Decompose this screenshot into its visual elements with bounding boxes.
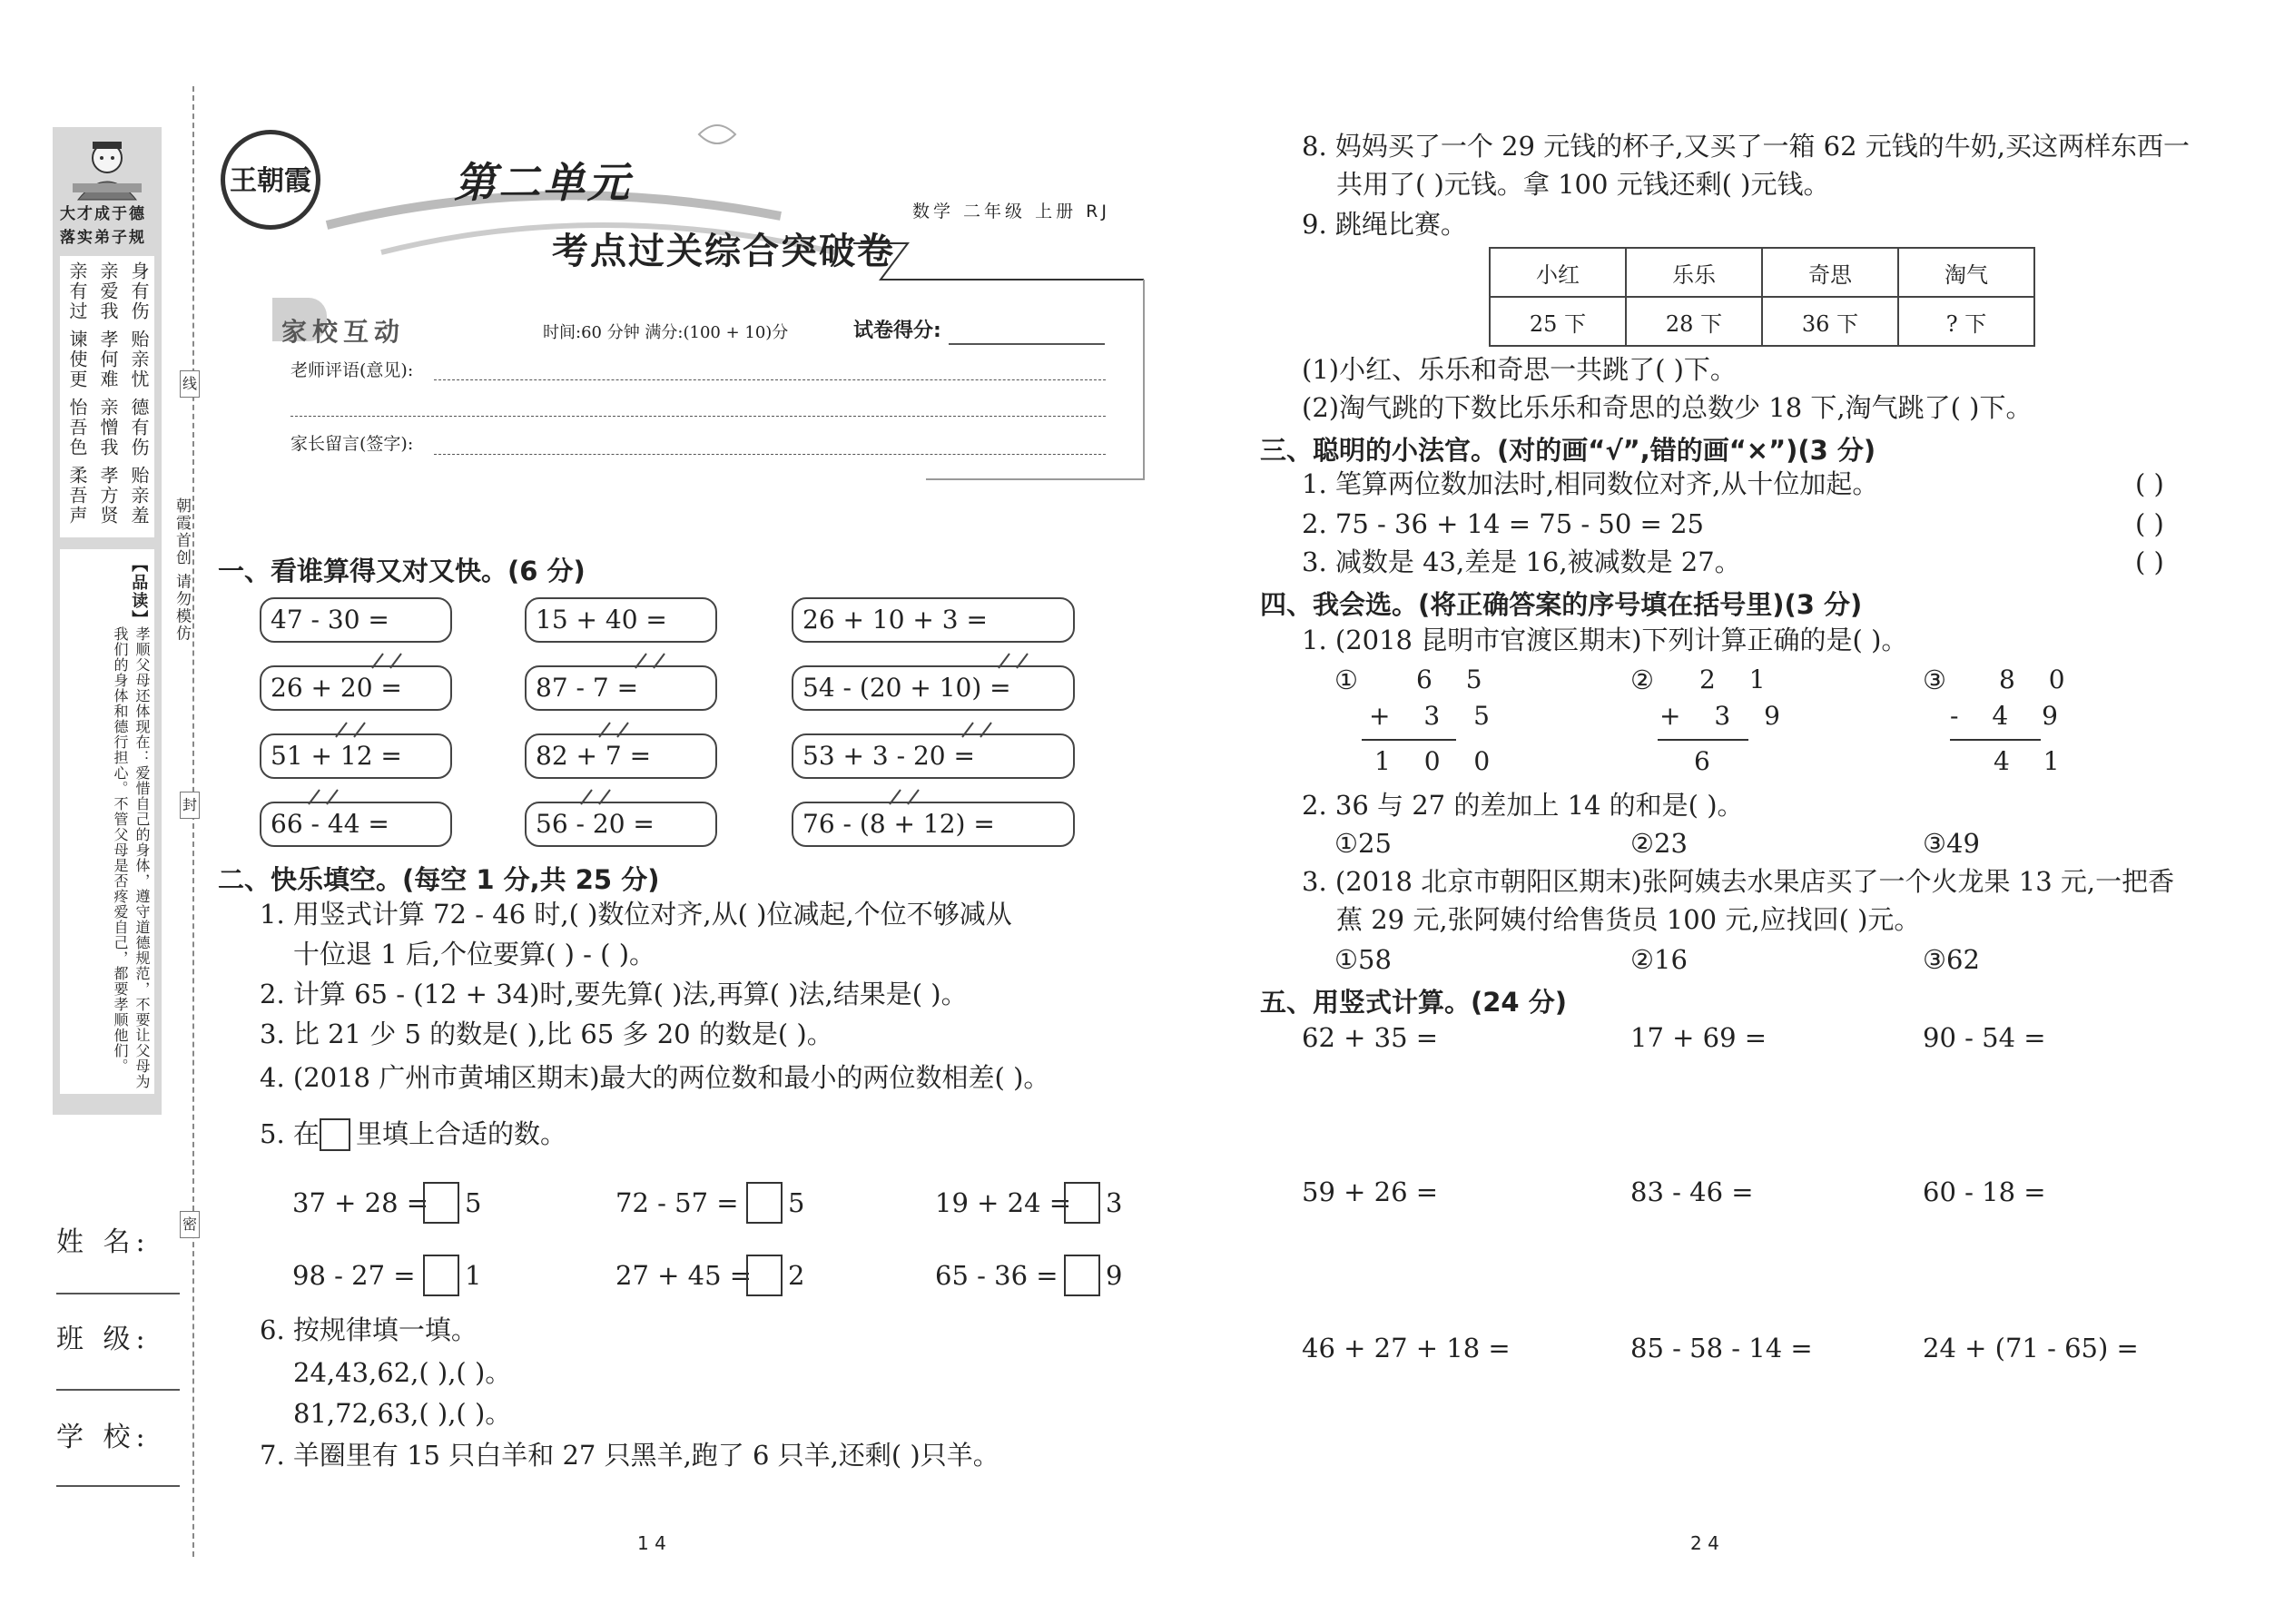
reading-text: 孝顺父母还体现在：爱惜自己的身体，遵守道德规范，不要让父母为我们的身体和德行担心。不管父母是否疼爱自己，都要孝顺他们。 <box>112 626 151 1089</box>
time-info: 时间:60 分钟 满分:(100 + 10)分 <box>543 323 789 342</box>
poem-col: 谏使更 <box>66 330 88 389</box>
choice-option[interactable]: ①58 <box>1334 944 1392 975</box>
table-header: 小红 <box>1490 248 1626 297</box>
vertical-bar <box>1362 739 1456 741</box>
section3-title: 三、聪明的小法官。(对的画“√”,错的画“×”)(3 分) <box>1260 435 1876 466</box>
choice-q1: 1. (2018 昆明市官渡区期末)下列计算正确的是( )。 <box>1302 625 1908 655</box>
q5-expr: 98 - 27 = <box>292 1260 416 1291</box>
q5-expr: 27 + 45 = <box>615 1260 753 1291</box>
table-header: 淘气 <box>1898 248 2034 297</box>
answer-box[interactable] <box>746 1255 783 1296</box>
choice-option[interactable]: ①25 <box>1334 828 1392 859</box>
cut-mark: 密 <box>180 1211 200 1238</box>
vertical-mid: + 3 9 <box>1659 701 1793 731</box>
cut-line <box>192 86 194 1557</box>
section5-title: 五、用竖式计算。(24 分) <box>1260 987 1567 1018</box>
calc-box[interactable]: 51 + 12 = <box>260 733 452 779</box>
answer-box[interactable] <box>423 1255 459 1296</box>
option-label: ② <box>1630 664 1654 695</box>
choice-q2: 2. 36 与 27 的差加上 14 的和是( )。 <box>1302 790 1744 821</box>
parent-note-line[interactable] <box>434 454 1106 455</box>
teacher-comment-line[interactable] <box>434 379 1106 380</box>
school-label: 学 校: <box>56 1422 151 1453</box>
q5-digit: 3 <box>1106 1187 1123 1218</box>
option-label: ③ <box>1923 664 1946 695</box>
q5-expr: 19 + 24 = <box>935 1187 1072 1218</box>
q5-digit: 1 <box>465 1260 482 1291</box>
q2-9: 9. 跳绳比赛。 <box>1302 209 1467 240</box>
table-cell: 28 下 <box>1626 297 1762 346</box>
calc-box[interactable]: 54 - (20 + 10) = <box>792 665 1075 711</box>
q2-6-seq-a: 24,43,62,( ),( )。 <box>293 1357 512 1388</box>
judge-item: 2. 75 - 36 + 14 = 75 - 50 = 25 <box>1302 508 1704 539</box>
vertical-top: 6 5 <box>1416 664 1495 694</box>
poem-columns <box>65 261 153 534</box>
calc-box[interactable]: 66 - 44 = <box>260 802 452 847</box>
poem-col: 柔吾声 <box>66 466 88 526</box>
class-field[interactable] <box>56 1389 180 1391</box>
q2-6-seq-b: 81,72,63,( ),( )。 <box>293 1398 512 1429</box>
calc-box[interactable]: 53 + 3 - 20 = <box>792 733 1075 779</box>
score-table <box>1489 247 2035 347</box>
vertical-calc: 85 - 58 - 14 = <box>1630 1333 1813 1363</box>
teacher-comment-line[interactable] <box>290 416 1106 417</box>
score-label: 试卷得分: <box>853 320 941 342</box>
poem-col: 怡吾色 <box>66 398 88 458</box>
mascot-figure <box>65 136 149 202</box>
table-header: 奇思 <box>1762 248 1898 297</box>
q2-6: 6. 按规律填一填。 <box>260 1314 478 1345</box>
section1-title: 一、看谁算得又对又快。(6 分) <box>218 556 586 586</box>
choice-option[interactable]: ②16 <box>1630 944 1688 975</box>
judge-paren[interactable]: ( ) <box>2135 508 2164 539</box>
table-header: 乐乐 <box>1626 248 1762 297</box>
table-cell: 25 下 <box>1490 297 1626 346</box>
option-label: ① <box>1334 664 1358 695</box>
name-label: 姓 名: <box>56 1226 151 1258</box>
q2-9-1: (1)小红、乐乐和奇思一共跳了( )下。 <box>1302 354 1737 385</box>
vertical-calc: 62 + 35 = <box>1302 1022 1439 1053</box>
calc-box[interactable]: 26 + 20 = <box>260 665 452 711</box>
calc-box[interactable]: 56 - 20 = <box>525 802 717 847</box>
poem-col: 德有伤 <box>128 398 150 458</box>
q2-3: 3. 比 21 少 5 的数是( ),比 65 多 20 的数是( )。 <box>260 1019 833 1049</box>
judge-item: 3. 减数是 43,差是 16,被减数是 27。 <box>1302 546 1741 577</box>
q2-8-line2: 共用了( )元钱。拿 100 元钱还剩( )元钱。 <box>1336 169 1830 200</box>
grade-info: 数学 二年级 上册 RJ <box>912 202 1110 221</box>
name-field[interactable] <box>56 1293 180 1294</box>
slogan-bottom: 落实弟子规 <box>60 229 146 247</box>
q2-1-line1: 1. 用竖式计算 72 - 46 时,( )数位对齐,从( )位减起,个位不够减从 <box>260 899 1012 930</box>
sub-title: 考点过关综合突破卷 <box>552 231 895 272</box>
choice-option[interactable]: ③62 <box>1923 944 1980 975</box>
school-field[interactable] <box>56 1485 180 1487</box>
q5-expr: 65 - 36 = <box>935 1260 1058 1291</box>
vertical-result: 1 0 0 <box>1374 746 1503 776</box>
vertical-top: 8 0 <box>1999 664 2078 694</box>
vertical-bar <box>1658 739 1748 741</box>
poem-col: 亲有过 <box>66 261 88 321</box>
calc-box[interactable]: 47 - 30 = <box>260 597 452 643</box>
q5-digit: 5 <box>465 1187 482 1218</box>
page-number-left: 1 4 <box>637 1532 666 1554</box>
vertical-calc: 46 + 27 + 18 = <box>1302 1333 1511 1363</box>
poem-col: 身有伤 <box>128 261 150 321</box>
q2-1-line2: 十位退 1 后,个位要算( ) - ( )。 <box>293 939 656 969</box>
q2-5-prefix: 5. 在 <box>260 1118 320 1149</box>
vertical-calc: 59 + 26 = <box>1302 1176 1439 1207</box>
choice-q3-line2: 蕉 29 元,张阿姨付给售货员 100 元,应找回( )元。 <box>1336 904 1921 935</box>
section2-title: 二、快乐填空。(每空 1 分,共 25 分) <box>218 864 660 895</box>
answer-box[interactable] <box>746 1182 783 1224</box>
vertical-result: 4 1 <box>1994 746 2072 776</box>
slogan-top: 大才成于德 <box>60 205 146 223</box>
section4-title: 四、我会选。(将正确答案的序号填在括号里)(3 分) <box>1260 589 1863 620</box>
calc-box[interactable]: 76 - (8 + 12) = <box>792 802 1075 847</box>
q5-expr: 72 - 57 = <box>615 1187 739 1218</box>
vertical-note: 朝霞首创 请勿模仿 <box>172 497 191 643</box>
choice-option[interactable]: ②23 <box>1630 828 1688 859</box>
poem-col: 孝何难 <box>97 330 119 389</box>
answer-box[interactable] <box>1064 1255 1100 1296</box>
teacher-comment-label: 老师评语(意见): <box>290 360 414 380</box>
table-cell: 36 下 <box>1762 297 1898 346</box>
calc-box[interactable]: 82 + 7 = <box>525 733 717 779</box>
vertical-top: 2 1 <box>1699 664 1778 694</box>
choice-q3-line1: 3. (2018 北京市朝阳区期末)张阿姨去水果店买了一个火龙果 13 元,一把香 <box>1302 866 2175 897</box>
answer-box[interactable] <box>1064 1182 1100 1224</box>
page-number-right: 2 4 <box>1690 1532 1719 1554</box>
q5-digit: 9 <box>1106 1260 1123 1291</box>
cut-mark: 线 <box>180 370 200 398</box>
brand-logo <box>221 130 320 230</box>
q2-9-2: (2)淘气跳的下数比乐乐和奇思的总数少 18 下,淘气跳了( )下。 <box>1302 392 2033 423</box>
q5-expr: 37 + 28 = <box>292 1187 429 1218</box>
home-school-badge: 家校互动 <box>281 317 406 347</box>
vertical-calc: 90 - 54 = <box>1923 1022 2046 1053</box>
logo-text: 王朝霞 <box>230 165 311 197</box>
reading-title: 【品读】 <box>129 556 149 628</box>
answer-box[interactable] <box>423 1182 459 1224</box>
judge-item: 1. 笔算两位数加法时,相同数位对齐,从十位加起。 <box>1302 468 1879 499</box>
vertical-result: 6 <box>1694 746 1723 776</box>
vertical-calc: 24 + (71 - 65) = <box>1923 1333 2139 1363</box>
poem-col: 贻亲忧 <box>128 330 150 389</box>
poem-col: 贻亲羞 <box>128 466 150 526</box>
q2-4: 4. (2018 广州市黄埔区期末)最大的两位数和最小的两位数相差( )。 <box>260 1062 1050 1093</box>
poem-col: 孝方贤 <box>97 466 119 526</box>
poem-col: 亲爱我 <box>97 261 119 321</box>
calc-box[interactable]: 15 + 40 = <box>525 597 717 643</box>
box-connectors <box>254 635 1089 817</box>
score-field[interactable] <box>949 343 1105 345</box>
parent-note-label: 家长留言(签字): <box>290 434 414 454</box>
q5-digit: 5 <box>788 1187 805 1218</box>
q2-7: 7. 羊圈里有 15 只白羊和 27 只黑羊,跑了 6 只羊,还剩( )只羊。 <box>260 1440 999 1471</box>
calc-box[interactable]: 26 + 10 + 3 = <box>792 597 1075 643</box>
calc-box[interactable]: 87 - 7 = <box>525 665 717 711</box>
vertical-calc: 83 - 46 = <box>1630 1176 1754 1207</box>
answer-box-sample <box>320 1118 350 1151</box>
vertical-mid: - 4 9 <box>1950 701 2071 731</box>
vertical-calc: 17 + 69 = <box>1630 1022 1767 1053</box>
unit-title: 第二单元 <box>454 158 632 207</box>
judge-paren[interactable]: ( ) <box>2135 468 2164 499</box>
cut-mark: 封 <box>180 792 200 819</box>
class-label: 班 级: <box>56 1324 151 1355</box>
poem-col: 亲憎我 <box>97 398 119 458</box>
vertical-calc: 60 - 18 = <box>1923 1176 2046 1207</box>
choice-option[interactable]: ③49 <box>1923 828 1980 859</box>
q2-5-suffix: 里填上合适的数。 <box>356 1118 567 1149</box>
q5-digit: 2 <box>788 1260 805 1291</box>
table-cell: ? 下 <box>1898 297 2034 346</box>
vertical-bar <box>1950 739 2041 741</box>
judge-paren[interactable]: ( ) <box>2135 546 2164 577</box>
q2-2: 2. 计算 65 - (12 + 34)时,要先算( )法,再算( )法,结果是( )。 <box>260 979 968 1009</box>
q2-8-line1: 8. 妈妈买了一个 29 元钱的杯子,又买了一箱 62 元钱的牛奶,买这两样东西一 <box>1302 131 2191 162</box>
vertical-mid: + 3 5 <box>1369 701 1502 731</box>
